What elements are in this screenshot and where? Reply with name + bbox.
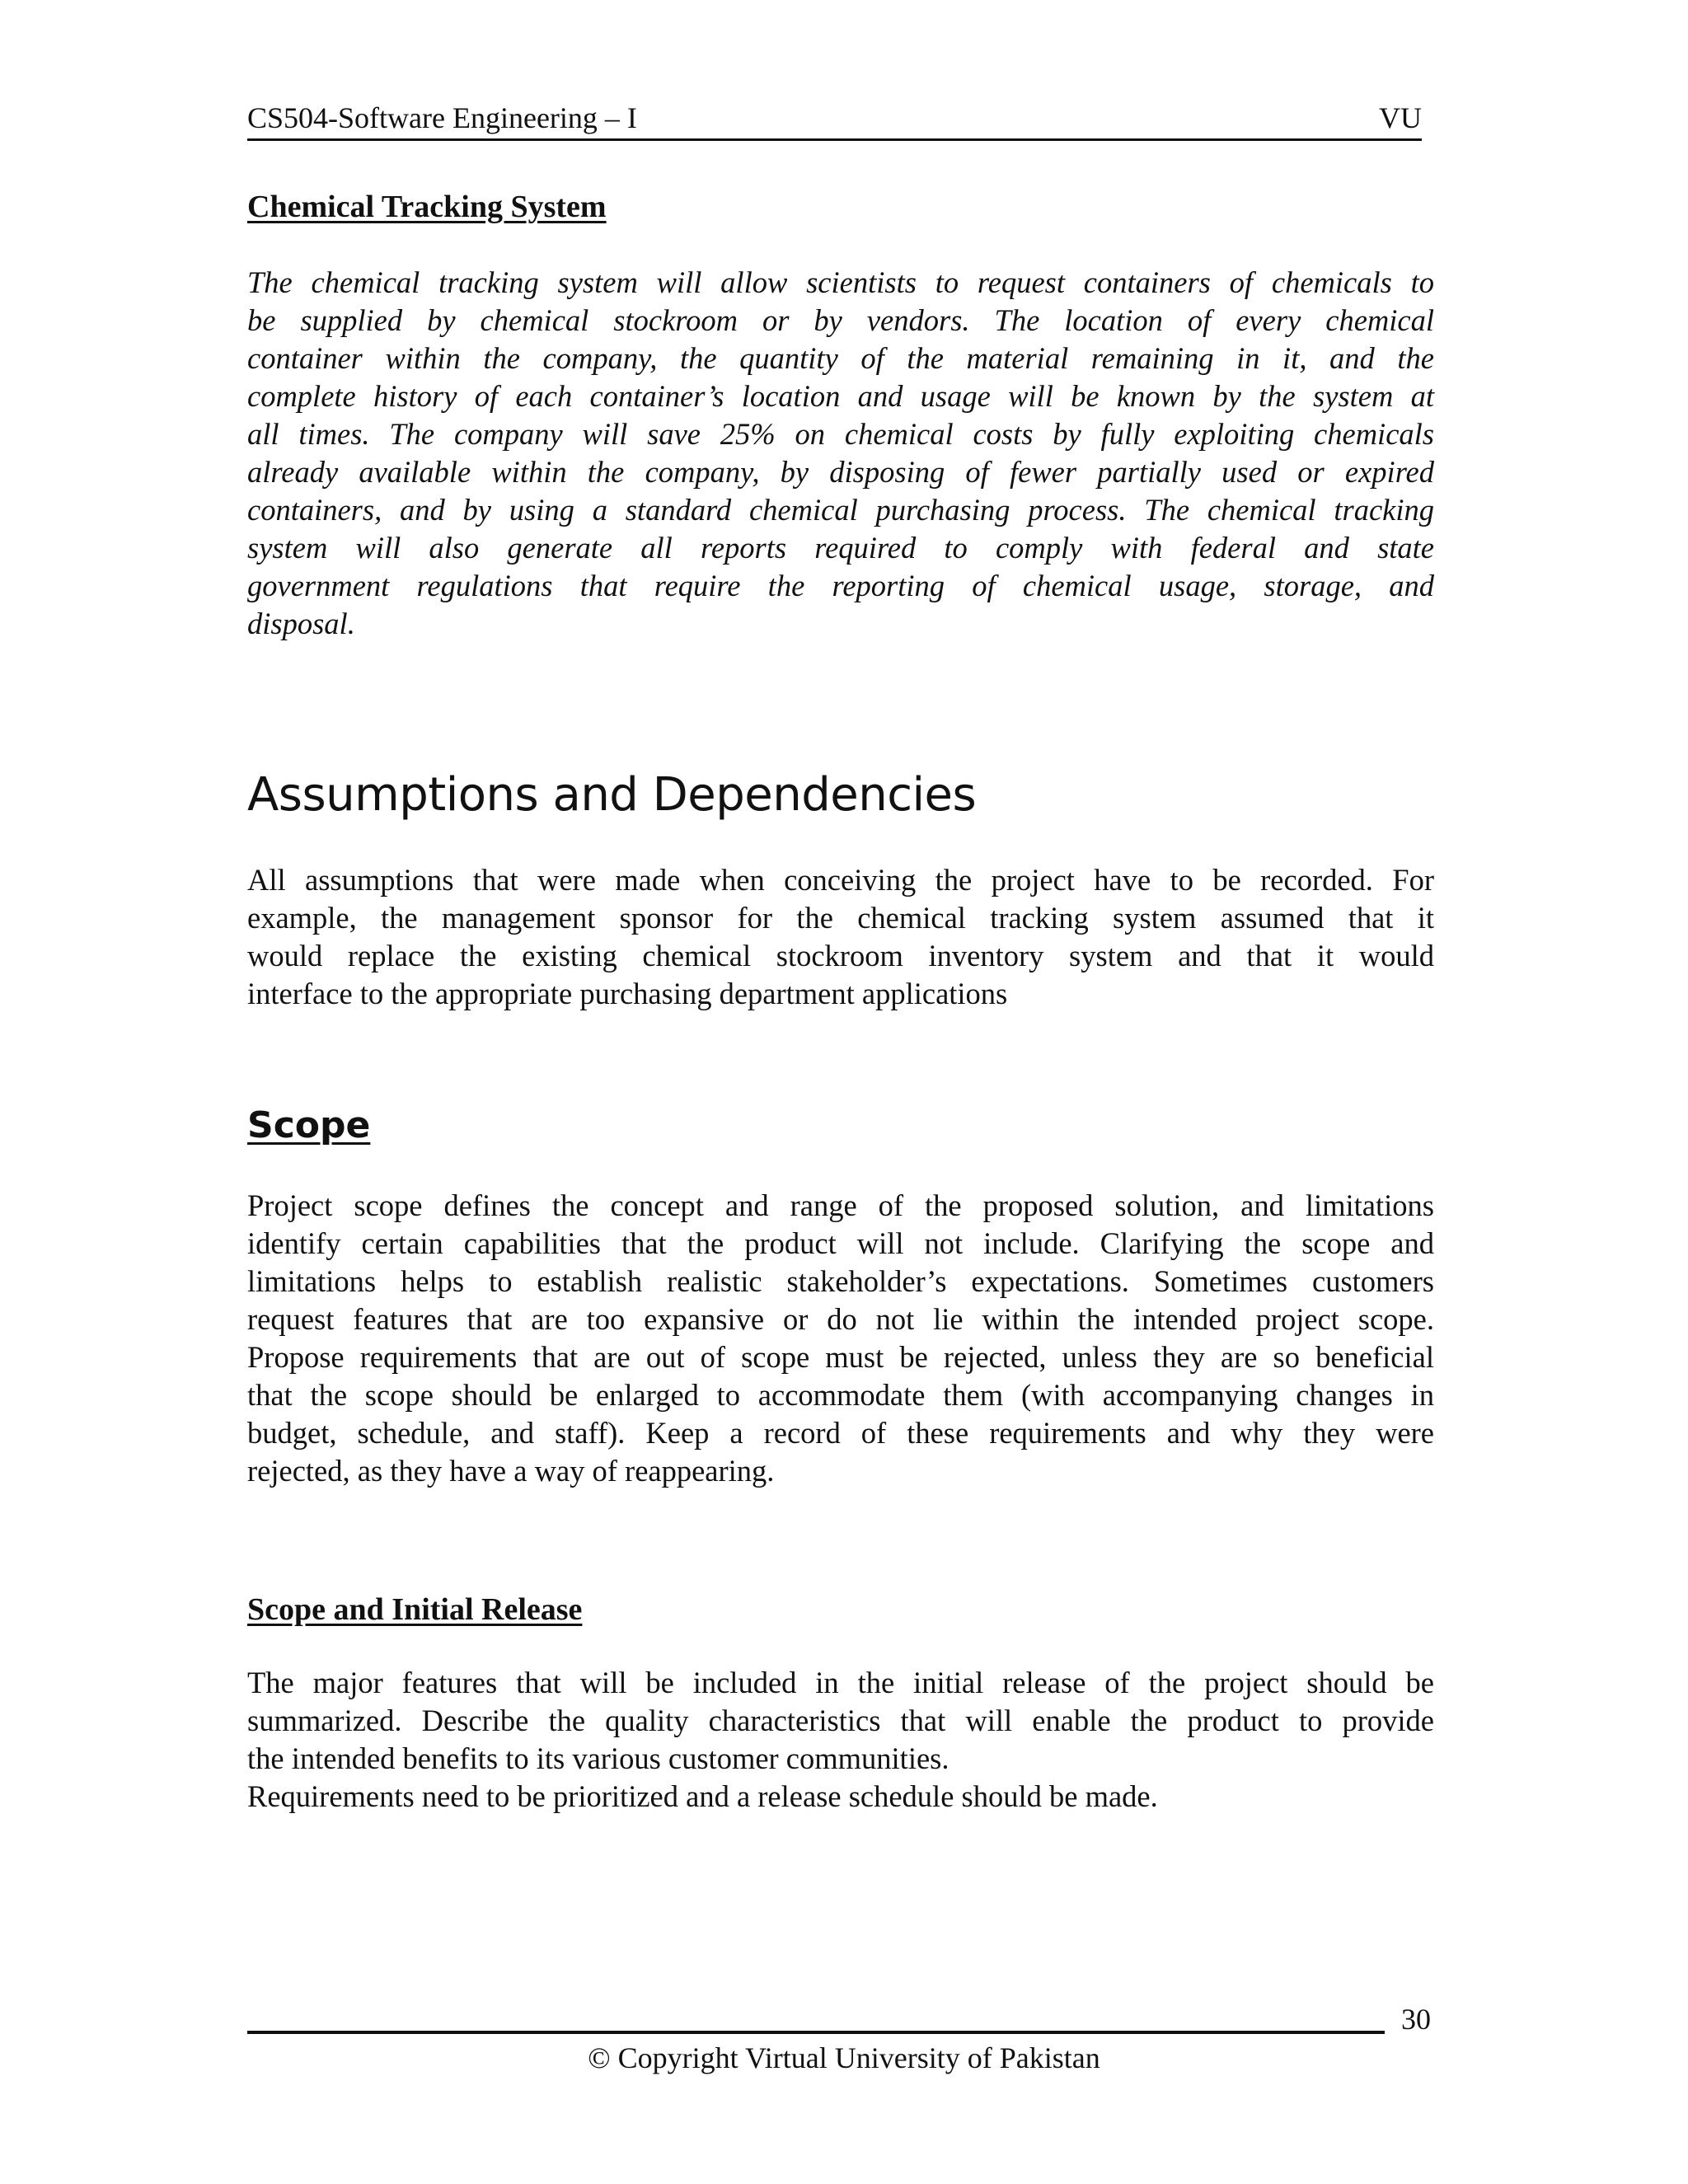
paragraph-line: The chemical tracking system will allow scientists to request containers of chemicals to (247, 265, 1434, 299)
paragraph-line: be supplied by chemical stockroom or by vendors. The location of every chemical (247, 303, 1434, 337)
paragraph-line: Propose requirements that are out of scope must be rejected, unless they are so beneficial (247, 1340, 1434, 1374)
paragraph-line: Requirements need to be prioritized and a release schedule should be made. (247, 1779, 1158, 1813)
page-header (247, 97, 1422, 141)
paragraph-line: request features that are too expansive or do not lie within the intended project scope. (247, 1302, 1434, 1336)
assumptions-paragraph (247, 861, 1434, 1013)
course-title: CS504-Software Engineering – I (247, 101, 637, 134)
paragraph-line: that the scope should be enlarged to accommodate them (with accompanying changes in (247, 1378, 1434, 1412)
chemical-tracking-paragraph (247, 264, 1434, 643)
scope-heading-block (247, 1103, 1434, 1149)
paragraph-line: all times. The company will save 25% on chemical costs by fully exploiting chemicals (247, 417, 1434, 451)
chemical-tracking-section (247, 264, 1434, 643)
paragraph-line: already available within the company, by disposing of fewer partially used or expired (247, 455, 1434, 489)
paragraph-line: the intended benefits to its various customer communities. (247, 1741, 950, 1775)
initial-release-heading: Scope and Initial Release (247, 1592, 583, 1627)
initial-release-heading-block (247, 1589, 1434, 1630)
paragraph-line: government regulations that require the reporting of chemical usage, storage, and (247, 569, 1434, 602)
chemical-tracking-heading-block (247, 186, 1434, 227)
chemical-tracking-heading: Chemical Tracking System (247, 190, 607, 224)
paragraph-line: example, the management sponsor for the chemical tracking system assumed that it (247, 901, 1434, 935)
paragraph-line: identify certain capabilities that the product will not include. Clarifying the scope and (247, 1226, 1434, 1260)
paragraph-line: budget, schedule, and staff). Keep a record of these requirements and why they were (247, 1416, 1434, 1450)
institution-label: VU (1379, 101, 1422, 134)
paragraph-line: The major features that will be included in the initial release of the project should be (247, 1666, 1434, 1699)
paragraph-line: containers, and by using a standard chemical purchasing process. The chemical tracking (247, 493, 1434, 527)
paragraph-line: complete history of each container’s location and usage will be known by the system at (247, 379, 1434, 413)
copyright-notice: © Copyright Virtual University of Pakistan (588, 2041, 1100, 2074)
paragraph-line: summarized. Describe the quality characteristics that will enable the product to provide (247, 1704, 1434, 1737)
scope-paragraph (247, 1187, 1434, 1490)
footer-divider (247, 2031, 1385, 2034)
assumptions-heading-block (247, 766, 1434, 824)
assumptions-section (247, 861, 1434, 1013)
paragraph-line: container within the company, the quantity of the material remaining in it, and the (247, 341, 1434, 375)
paragraph-line: system will also generate all reports required to comply with federal and state (247, 531, 1434, 565)
paragraph-line: Project scope defines the concept and range of the proposed solution, and limitations (247, 1188, 1434, 1222)
paragraph-line: disposal. (247, 607, 355, 640)
page-number: 30 (1401, 2003, 1431, 2036)
initial-release-paragraph (247, 1664, 1434, 1816)
paragraph-line: limitations helps to establish realistic stakeholder’s expectations. Sometimes customers (247, 1264, 1434, 1298)
initial-release-section (247, 1664, 1434, 1816)
assumptions-heading: Assumptions and Dependencies (247, 768, 977, 822)
paragraph-line: rejected, as they have a way of reappearing. (247, 1454, 775, 1488)
scope-heading: Scope (247, 1104, 371, 1146)
paragraph-line: All assumptions that were made when conceiving the project have to be recorded. For (247, 863, 1434, 897)
paragraph-line: would replace the existing chemical stockroom inventory system and that it would (247, 939, 1434, 972)
scope-section (247, 1187, 1434, 1490)
paragraph-line: interface to the appropriate purchasing department applications (247, 977, 1008, 1010)
